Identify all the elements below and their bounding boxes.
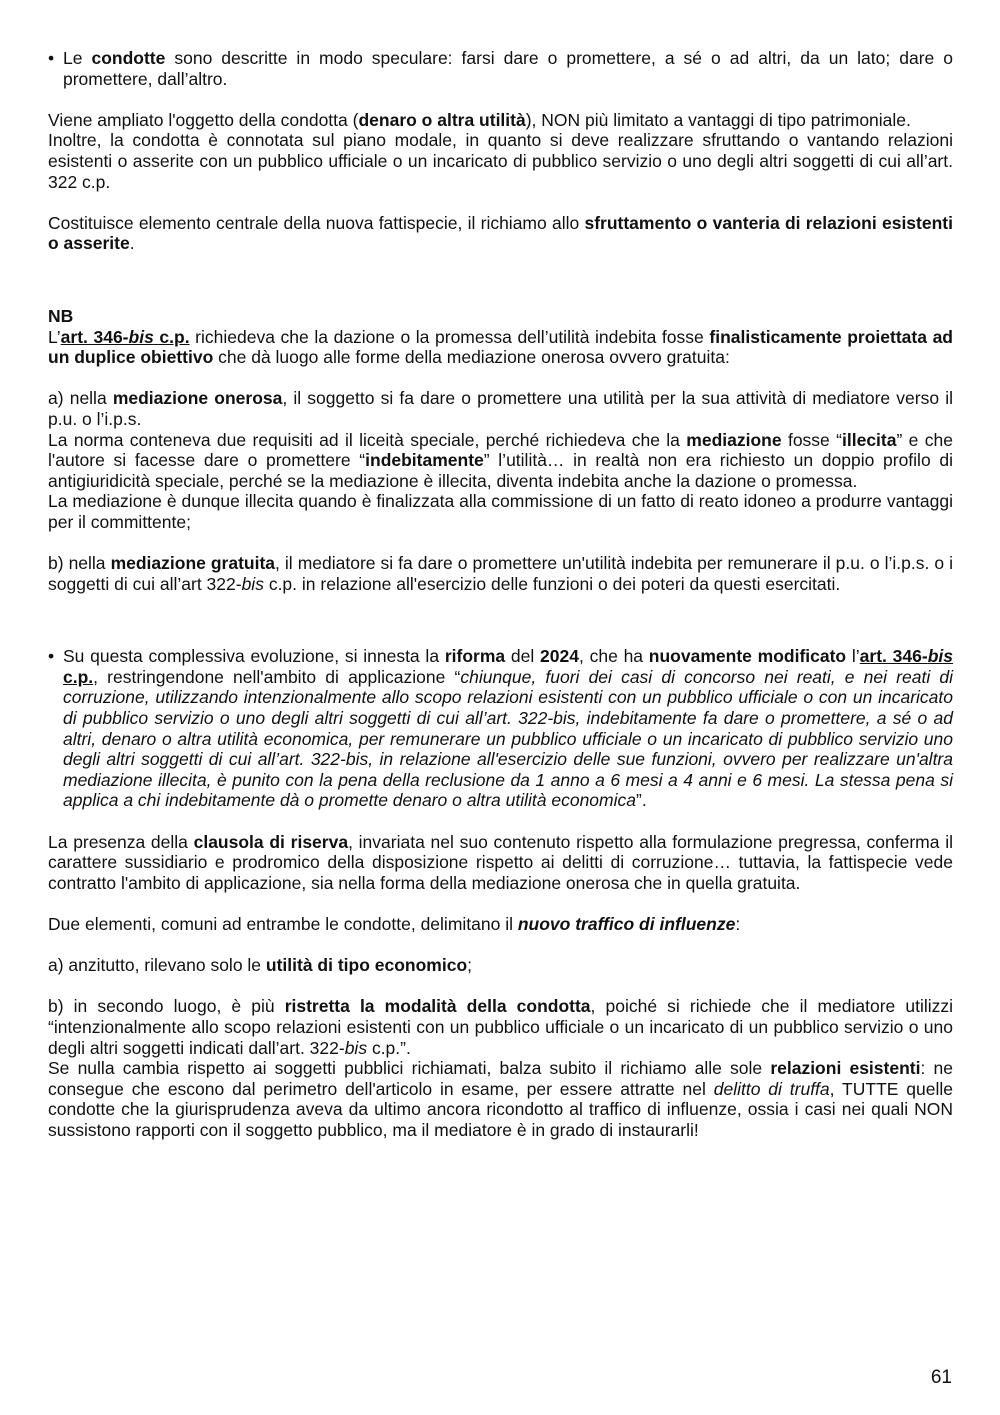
italic-text: bis — [241, 573, 264, 594]
article-reference: art. 346-bis c.p. — [63, 646, 953, 687]
paragraph-costituisce — [48, 213, 953, 254]
paragraph-norma — [48, 430, 953, 492]
text: ”. — [636, 790, 647, 811]
text: b) in secondo luogo, è più — [48, 996, 285, 1017]
paragraph-mediazione-gratuita — [48, 553, 953, 594]
bold-text: sfruttamento o vanteria di relazioni esistenti o asserite — [48, 212, 953, 254]
bullet-condotte — [48, 48, 953, 89]
text: , il soggetto si fa dare o promettere una utilità per la sua attività di mediatore verso il p.u. o l’i.p.s. — [48, 388, 953, 429]
paragraph-ristretta — [48, 996, 953, 1058]
bold-text: clausola di riserva — [193, 831, 349, 852]
text: del — [505, 646, 541, 667]
nb-heading — [48, 306, 953, 327]
text: , TUTTE quelle condotte che la giurisprudenza aveva da ultimo ancora ricondotto al traffico di influenze, ossia i casi nei quali NON sussistono rapporti con il soggetto pubblico, ma il mediatore è in grado di instaurarli! — [48, 1078, 954, 1140]
text: Le — [63, 48, 92, 68]
text: , che ha — [578, 646, 649, 667]
bold-text: ristretta la modalità della condotta — [284, 996, 591, 1017]
italic-text: bis — [344, 1037, 368, 1058]
text: c.p. in relazione all'esercizio delle funzioni o dei poteri da questi esercitati. — [263, 573, 841, 594]
bold-text: indebitamente — [365, 450, 484, 471]
document-page — [48, 48, 953, 1141]
paragraph-ampliato — [48, 110, 953, 131]
bold-italic-text: nuovo traffico di influenze — [517, 913, 736, 934]
text: Due elementi, comuni ad entrambe le condotte, delimitano il — [48, 913, 518, 934]
article-reference: art. 346-bis c.p. — [60, 326, 190, 347]
text: Se nulla cambia rispetto ai soggetti pubblici richiamati, balza subito il richiamo alle sole — [48, 1058, 771, 1079]
text: L’ — [48, 326, 61, 347]
bold-text: illecita — [842, 429, 897, 450]
text: , il mediatore si fa dare o promettere un'utilità indebita per remunerare il p.u. o l’i.p.s. o i soggetti di cui all’art 322- — [48, 553, 953, 594]
paragraph-nb — [48, 327, 953, 368]
text: Su questa complessiva evoluzione, si innesta la — [63, 646, 445, 667]
bullet-dot: • — [48, 48, 55, 68]
text: sono descritte in modo speculare: farsi dare o promettere, a sé o ad altri, da un lato; dare o promettere, dall’altro. — [63, 48, 953, 89]
text: : — [735, 913, 741, 934]
bold-text: finalisticamente proiettata ad un duplice obiettivo — [48, 326, 953, 368]
paragraph-mediazione-illecita: La mediazione è dunque illecita quando è finalizzata alla commissione di un fatto di reato idoneo a produrre vantaggi per il committente; — [48, 491, 953, 532]
text: ), NON più limitato a vantaggi di tipo patrimoniale. — [525, 109, 911, 130]
text: , invariata nel suo contenuto rispetto alla formulazione pregressa, conferma il carattere sussidiario e prodromico della disposizione rispetto ai delitti di corruzione… tuttavia, la fattispecie vede contratto l'ambito di applicazione, sia nella forma della mediazione onerosa che in quella gratuita. — [48, 831, 953, 893]
paragraph-inoltre: Inoltre, la condotta è connotata sul piano modale, in quanto si deve realizzare sfruttando o vantando relazioni esistenti o asserite con un pubblico ufficiale o un incaricato di pubblico servizio o uno degli altri soggetti di cui all’art. 322 c.p. — [48, 130, 953, 192]
bold-text: utilità di tipo economico — [265, 955, 468, 976]
text: Costituisce elemento centrale della nuova fattispecie, il richiamo allo — [48, 212, 585, 233]
bold-text: condotte — [91, 48, 166, 68]
text: : ne consegue che escono dal perimetro dell'articolo in esame, per essere attratte nel — [48, 1058, 953, 1099]
bold-text: mediazione onerosa — [112, 388, 283, 409]
text: richiedeva che la dazione o la promessa dell’utilità indebita fosse — [189, 326, 710, 347]
bullet-riforma — [48, 646, 953, 811]
bold-text: NB — [48, 305, 74, 326]
text: ; — [467, 955, 473, 976]
quoted-law-text: chiunque, fuori dei casi di concorso nei reati, e nei reati di corruzione, utilizzando intenzionalmente allo scopo relazioni esistenti con un pubblico ufficiale o con un incaricato di pubblico servizio o uno degli altri soggetti di cui all’art. 322-bis, indebitamente fa dare o promettere, a sé o ad altri, denaro o altra utilità economica, per remunerare un pubblico ufficiale o un incaricato di pubblico servizio uno degli altri soggetti di cui all’art. 322-bis, in relazione all'esercizio delle sue funzioni, ovvero per realizzare un'altra mediazione illecita, è punito con la pena della reclusione da 1 anno a 6 mesi a 4 anni e 6 mesi. La stessa pena si applica a chi indebitamente dà o promette denaro o altra utilità economica — [63, 666, 953, 811]
bold-text: mediazione gratuita — [110, 553, 276, 574]
text: che dà luogo alle forme della mediazione onerosa ovvero gratuita: — [213, 347, 730, 368]
text: ” e che l'autore si facesse dare o promettere “ — [48, 429, 953, 471]
text: , poiché si richiede che il mediatore utilizzi “intenzionalmente allo scopo relazioni esistenti con un pubblico ufficiale o un incaricato di un pubblico servizio o uno degli altri soggetti indicati dall’art. 322- — [48, 996, 954, 1058]
text: La norma conteneva due requisiti ad il liceità speciale, perché richiedeva che la — [48, 429, 687, 450]
text: c.p.”. — [367, 1037, 411, 1058]
bold-text: riforma — [444, 646, 506, 667]
text: a) anzitutto, rilevano solo le — [48, 955, 266, 976]
paragraph-se-nulla — [48, 1058, 953, 1140]
bold-text: denaro o altra utilità — [358, 109, 526, 130]
paragraph-due-elementi — [48, 914, 953, 935]
bullet-dot: • — [48, 646, 55, 667]
text: a) nella — [48, 388, 113, 409]
text: , restringendone nell'ambito di applicazione “ — [93, 666, 461, 687]
bold-text: 2024 — [540, 646, 579, 667]
page-number: 61 — [930, 1367, 952, 1388]
italic-text: delitto di truffa — [713, 1078, 830, 1099]
text: l’ — [846, 646, 860, 667]
text: ” l’utilità… in realtà non era richiesto un doppio profilo di antigiuridicità speciale, perché se la mediazione è illecita, diventa indebita anche la dazione o promessa. — [48, 450, 953, 491]
paragraph-utilita-economico — [48, 955, 953, 976]
paragraph-clausola — [48, 832, 953, 894]
bold-text: nuovamente modificato — [648, 646, 847, 667]
text: La presenza della — [48, 831, 194, 852]
paragraph-mediazione-onerosa — [48, 388, 953, 429]
text: . — [129, 233, 135, 254]
text: fosse “ — [781, 429, 842, 450]
text: Viene ampliato l'oggetto della condotta ( — [48, 109, 359, 130]
bold-text: relazioni esistenti — [770, 1058, 921, 1079]
bold-text: mediazione — [686, 429, 782, 450]
text: b) nella — [48, 553, 111, 574]
